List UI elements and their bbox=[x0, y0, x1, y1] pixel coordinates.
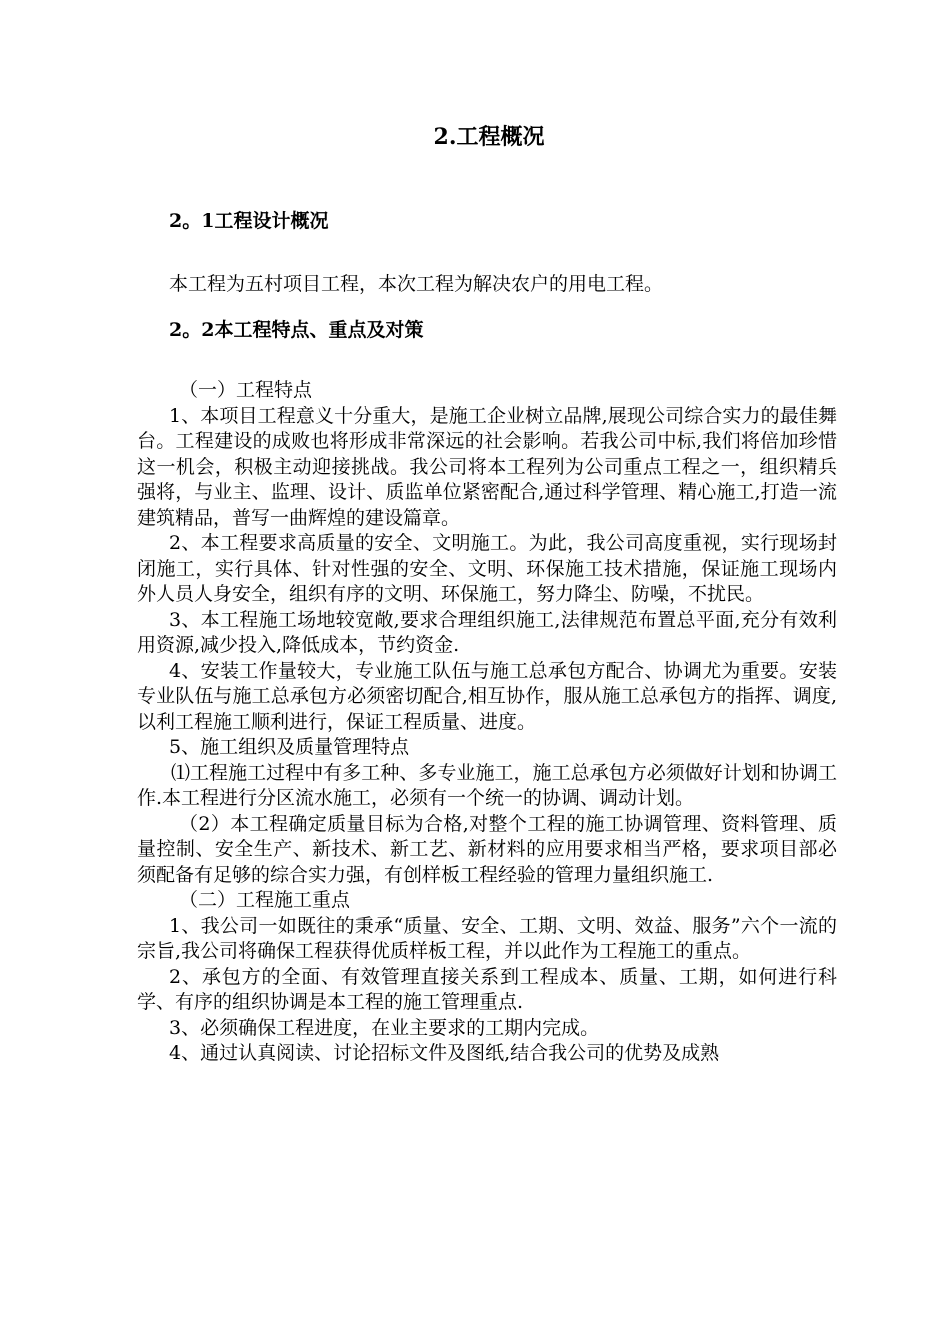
paragraph-feature-5-2: （2）本工程确定质量目标为合格,对整个工程的施工协调管理、资料管理、质量控制、安全生产、新技术、新工艺、新材料的应用要求相当严格，要求项目部必须配备有足够的综合实力强，有创样板工程经验的管理力量组织施工. bbox=[137, 812, 837, 886]
paragraph-feature-1: 1、本项目工程意义十分重大，是施工企业树立品牌,展现公司综合实力的最佳舞台。工程建设的成败也将形成非常深远的社会影响。若我公司中标,我们将倍加珍惜这一机会，积极主动迎接挑战。我公司将本工程列为公司重点工程之一，组织精兵强将，与业主、监理、设计、质监单位紧密配合,通过科学管理、精心施工,打造一流建筑精品，普写一曲辉煌的建设篇章。 bbox=[137, 404, 837, 529]
section-2-2-body bbox=[137, 378, 837, 1067]
subheading-key-points: （二）工程施工重点 bbox=[179, 889, 351, 911]
section-2-1-text: 本工程为五村项目工程，本次工程为解决农户的用电工程。 bbox=[169, 273, 664, 295]
paragraph-key-point-3: 3、必须确保工程进度，在业主要求的工期内完成。 bbox=[169, 1016, 600, 1039]
page-title: 2.工程概况 bbox=[433, 124, 545, 150]
paragraph-feature-5-1: ⑴工程施工过程中有多工种、多专业施工，施工总承包方必须做好计划和协调工作.本工程进行分区流水施工，必须有一个统一的协调、调动计划。 bbox=[137, 761, 837, 809]
paragraph-key-point-4: 4、通过认真阅读、讨论招标文件及图纸,结合我公司的优势及成熟 bbox=[169, 1042, 720, 1064]
paragraph-feature-3: 3、本工程施工场地较宽敞,要求合理组织施工,法律规范布置总平面,充分有效利用资源,减少投入,降低成本，节约资金. bbox=[137, 608, 837, 656]
subheading-features: （一）工程特点 bbox=[179, 379, 313, 401]
paragraph-feature-2: 2、本工程要求高质量的安全、文明施工。为此，我公司高度重视，实行现场封闭施工，实行具体、针对性强的安全、文明、环保施工技术措施，保证施工现场内外人员人身安全，组织有序的文明、环保施工，努力降尘、防噪，不扰民。 bbox=[137, 532, 837, 605]
paragraph-key-point-1: 1、我公司一如既往的秉承“质量、安全、工期、文明、效益、服务”六个一流的宗旨,我公司将确保工程获得优质样板工程，并以此作为工程施工的重点。 bbox=[137, 914, 837, 962]
section-heading-2-2: 2。2本工程特点、重点及对策 bbox=[169, 319, 424, 341]
paragraph-feature-5: 5、施工组织及质量管理特点 bbox=[169, 736, 410, 758]
section-heading-2-1: 2。1工程设计概况 bbox=[169, 210, 329, 232]
paragraph-feature-4: 4、安装工作量较大，专业施工队伍与施工总承包方配合、协调尤为重要。安装专业队伍与施工总承包方必须密切配合,相互协作，服从施工总承包方的指挥、调度,以利工程施工顺利进行，保证工程质量、进度。 bbox=[137, 659, 837, 733]
paragraph-key-point-2: 2、承包方的全面、有效管理直接关系到工程成本、质量、工期，如何进行科学、有序的组织协调是本工程的施工管理重点. bbox=[137, 965, 837, 1013]
